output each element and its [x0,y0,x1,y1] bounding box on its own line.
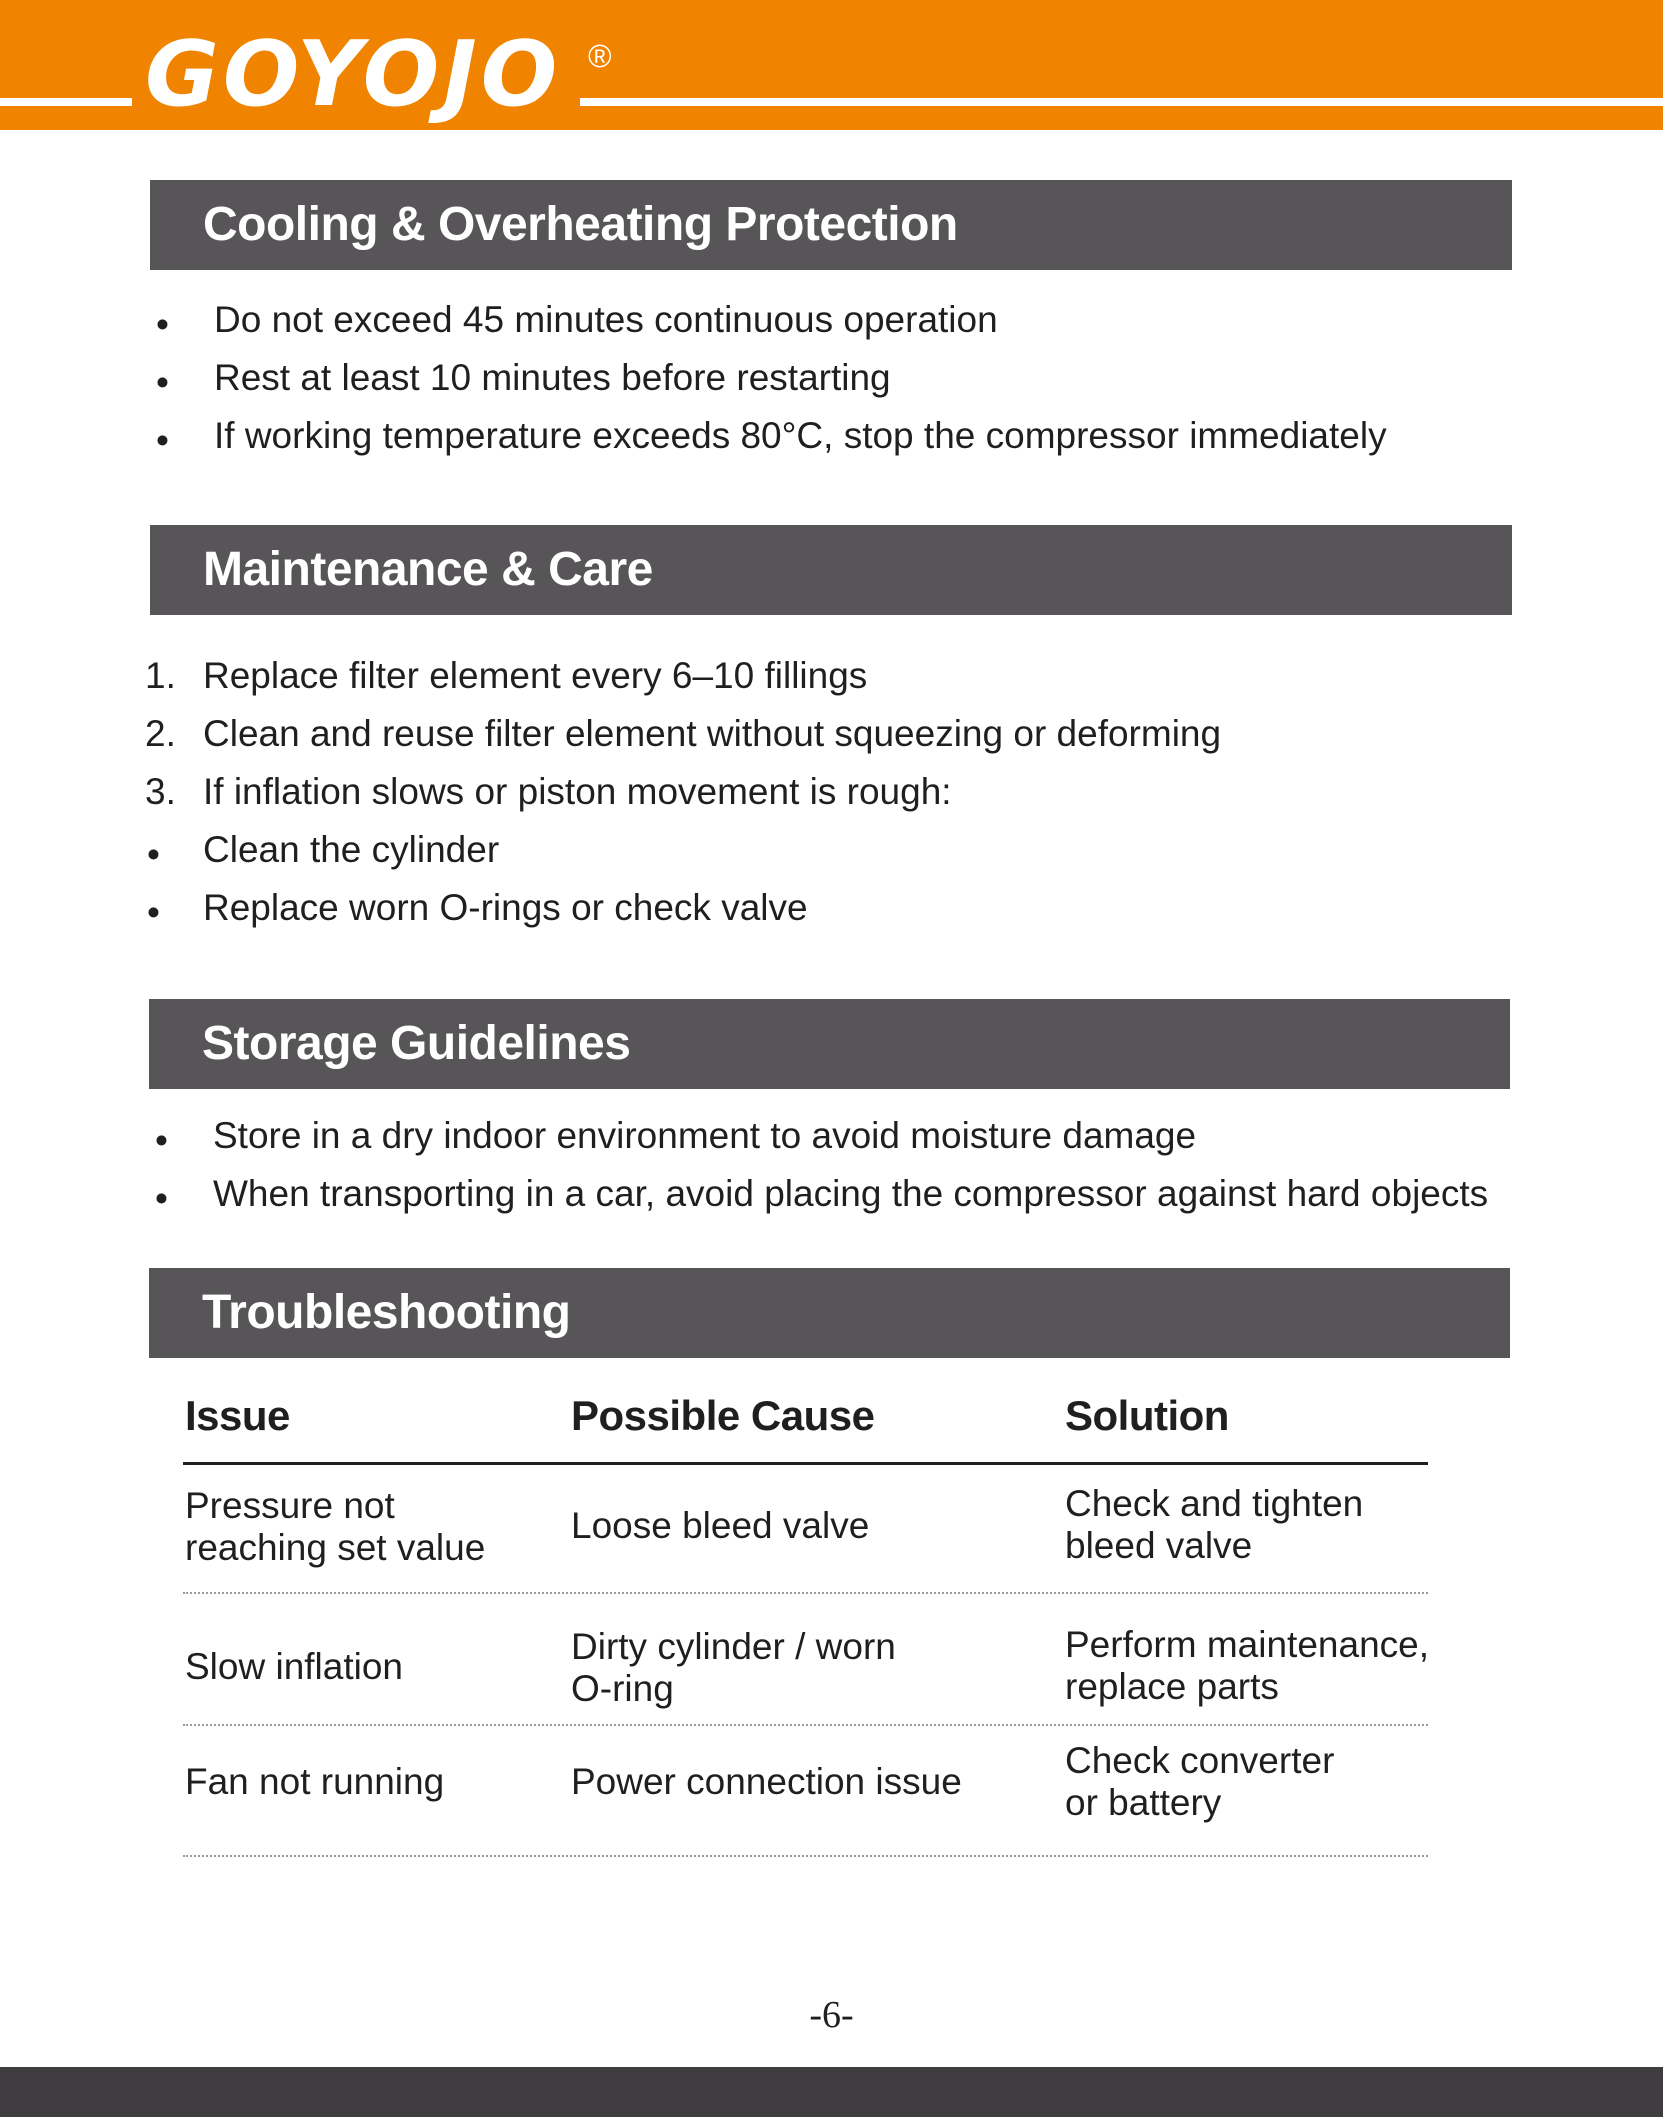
maintenance-item: Clean the cylinder [203,829,500,870]
header-rule-left [0,98,132,106]
table-row [183,1594,1428,1726]
bullet-icon: • [155,1178,168,1219]
storage-item: Store in a dry indoor environment to avoid moisture damage [213,1115,1197,1156]
list-number: 1. [145,655,176,696]
bullet-icon: • [155,1120,168,1161]
cell-line: reaching set value [185,1527,486,1568]
cell-line: replace parts [1065,1666,1279,1707]
header-rule-right [580,98,1663,106]
cell-cause [571,1761,962,1803]
cell-line: or battery [1065,1782,1222,1823]
table-row [183,1726,1428,1857]
list-number: 3. [145,771,176,812]
cell-line: Dirty cylinder / worn [571,1626,896,1667]
column-header-cause: Possible Cause [571,1392,875,1439]
cell-line: Fan not running [185,1761,445,1802]
troubleshooting-table [183,1392,1430,1857]
column-header-issue: Issue [185,1392,290,1439]
bullet-icon: • [156,362,169,403]
page-number: -6- [809,1994,854,2036]
cell-issue [185,1646,403,1688]
storage-item: When transporting in a car, avoid placing the compressor against hard objects [213,1173,1489,1214]
cooling-item: If working temperature exceeds 80°C, stop the compressor immediately [214,415,1387,456]
cell-line: O-ring [571,1668,674,1709]
maintenance-item: Replace worn O-rings or check valve [203,887,808,928]
table-row [183,1465,1428,1594]
bullet-icon: • [147,892,160,933]
cell-issue [185,1761,444,1803]
section-header-maintenance: Maintenance & Care [150,525,1512,615]
bullet-icon: • [147,834,160,875]
cell-line: Pressure not [185,1485,395,1526]
cell-line: Check and tighten [1065,1483,1364,1524]
section-header-storage: Storage Guidelines [149,999,1510,1089]
column-header-solution: Solution [1065,1392,1229,1439]
cell-solution [1065,1483,1363,1567]
footer-bar [0,2067,1663,2117]
maintenance-item: Replace filter element every 6–10 fillings [203,655,868,696]
maintenance-item: Clean and reuse filter element without squeezing or deforming [203,713,1222,754]
cell-issue [185,1485,485,1569]
cell-cause [571,1626,896,1710]
brand-logo: GOYOJO [145,22,562,127]
cell-line: Check converter [1065,1740,1335,1781]
cell-line: bleed valve [1065,1525,1253,1566]
cell-line: Slow inflation [185,1646,404,1687]
cooling-item: Do not exceed 45 minutes continuous operation [214,299,998,340]
cell-line: Power connection issue [571,1761,962,1802]
cell-solution [1065,1624,1429,1708]
cell-line: Perform maintenance, [1065,1624,1430,1665]
maintenance-item: If inflation slows or piston movement is rough: [203,771,952,812]
cooling-item: Rest at least 10 minutes before restarting [214,357,891,398]
section-header-troubleshooting: Troubleshooting [149,1268,1510,1358]
registered-mark: ® [588,38,612,74]
table-header-row [183,1392,1428,1465]
cell-cause [571,1505,869,1547]
list-number: 2. [145,713,176,754]
cell-solution [1065,1740,1334,1824]
bullet-icon: • [156,420,169,461]
bullet-icon: • [156,304,169,345]
section-header-cooling: Cooling & Overheating Protection [150,180,1512,270]
cell-line: Loose bleed valve [571,1505,870,1546]
